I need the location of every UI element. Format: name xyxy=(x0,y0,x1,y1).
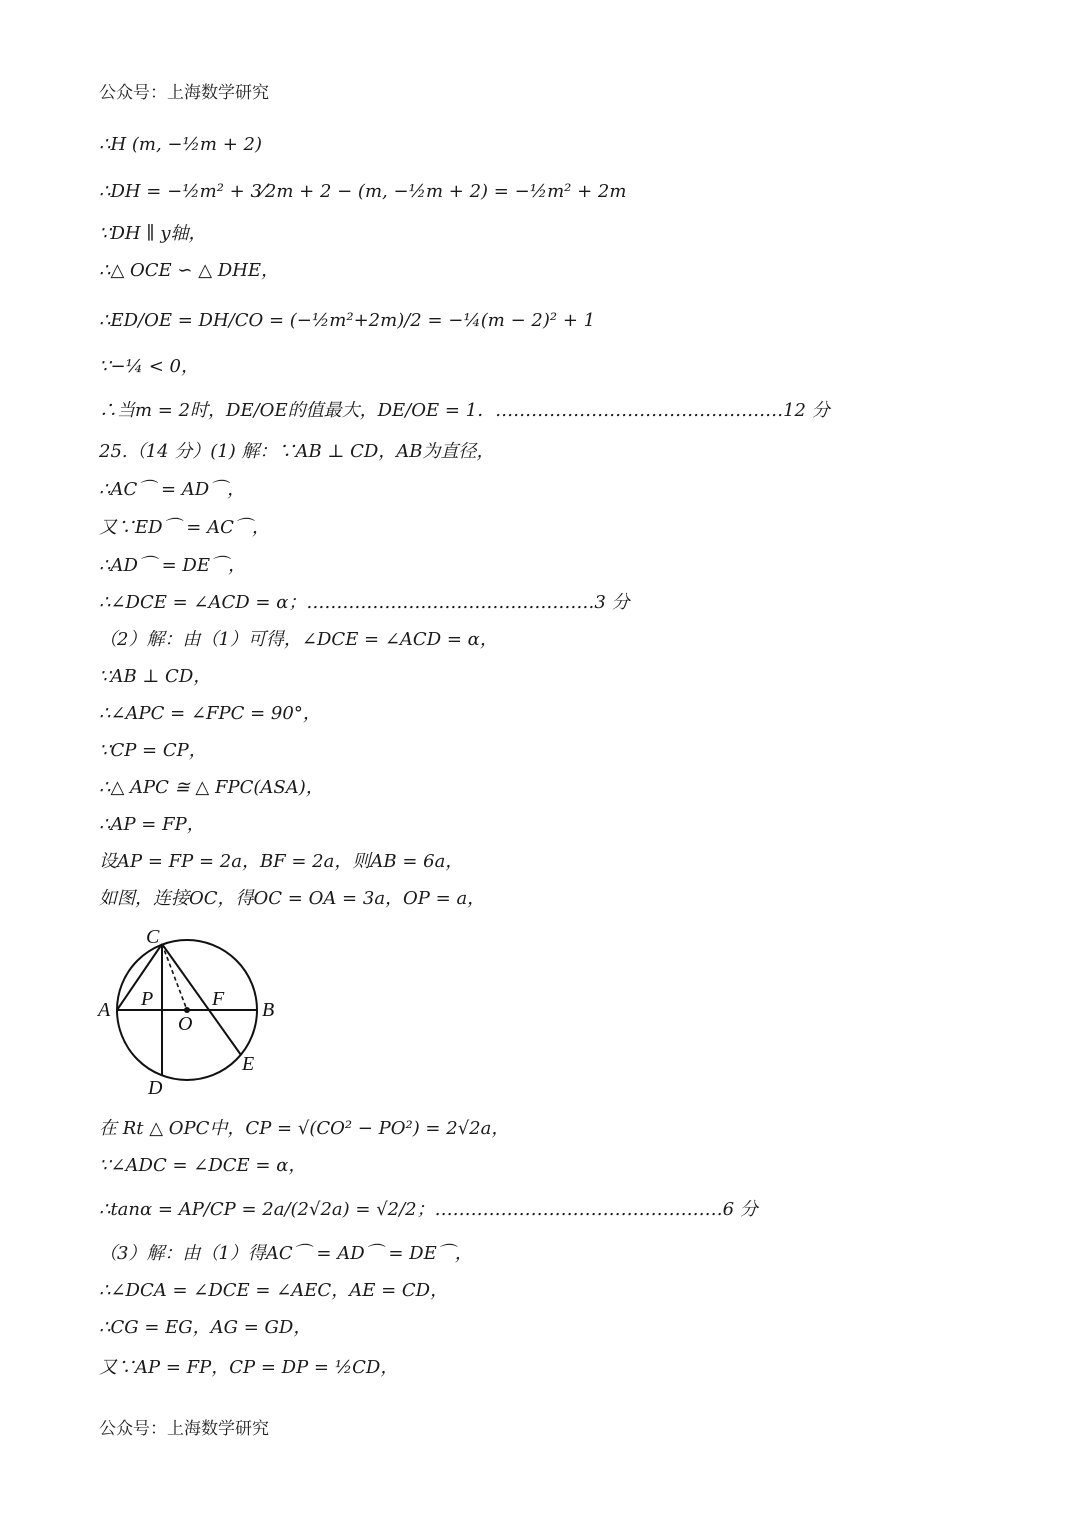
solution-line: ∵∠ADC = ∠DCE = α， xyxy=(99,1155,307,1176)
solution-line: ∴H (m, −½m + 2) xyxy=(99,134,263,155)
solution-line: ∴AD⌒ = DE⌒， xyxy=(99,555,246,576)
page-footer: 公众号：上海数学研究 xyxy=(99,1419,269,1439)
solution-line: 在 Rt △ OPC中，CP = √(CO² − PO²) = 2√2a， xyxy=(99,1118,510,1139)
solution-line: ∴∠DCA = ∠DCE = ∠AEC，AE = CD， xyxy=(99,1280,449,1301)
solution-line: ∴∠APC = ∠FPC = 90°， xyxy=(99,703,321,724)
circle-diagram xyxy=(94,922,294,1102)
solution-line: ∵AB ⊥ CD， xyxy=(99,666,212,687)
solution-line: 25.（14 分）(1) 解：∵AB ⊥ CD，AB为直径， xyxy=(99,441,495,462)
label-d: D xyxy=(148,1077,163,1099)
solution-line: ∴ED/OE = DH/CO = (−½m²+2m)/2 = −¼(m − 2)² + 1 xyxy=(99,310,596,331)
solution-line: ∴AC⌒ = AD⌒， xyxy=(99,479,246,500)
solution-line: 设AP = FP = 2a，BF = 2a，则AB = 6a， xyxy=(99,851,464,872)
solution-line: ∴当m = 2时，DE/OE的值最大，DE/OE = 1．…………………………………………12 分 xyxy=(99,400,830,421)
label-p: P xyxy=(141,988,154,1010)
solution-line: （3）解：由（1）得AC⌒ = AD⌒ = DE⌒， xyxy=(99,1243,473,1264)
solution-line: ∴AP = FP， xyxy=(99,814,205,835)
label-o: O xyxy=(178,1013,193,1035)
page-header: 公众号：上海数学研究 xyxy=(99,83,269,103)
solution-line: （2）解：由（1）可得，∠DCE = ∠ACD = α， xyxy=(99,629,498,650)
solution-line: ∵CP = CP， xyxy=(99,740,207,761)
solution-line: ∴△ APC ≅ △ FPC(ASA)， xyxy=(99,777,324,798)
solution-line: 又∵ED⌒ = AC⌒， xyxy=(99,517,270,538)
label-e: E xyxy=(242,1053,255,1075)
solution-line: ∴tanα = AP/CP = 2a/(2√2a) = √2/2；…………………………………………6 分 xyxy=(99,1199,758,1220)
circle-diagram-svg xyxy=(94,922,294,1102)
solution-line: 如图，连接OC，得OC = OA = 3a，OP = a， xyxy=(99,888,486,909)
segment-oc-dashed xyxy=(162,944,187,1010)
label-f: F xyxy=(212,988,225,1010)
chord-ce xyxy=(162,944,241,1055)
solution-line: ∴∠DCE = ∠ACD = α；…………………………………………3 分 xyxy=(99,592,630,613)
solution-line: ∵−¼ < 0， xyxy=(99,356,199,377)
label-b: B xyxy=(262,999,275,1021)
solution-line: ∵DH ∥ y轴， xyxy=(99,223,207,244)
solution-line: 又∵AP = FP，CP = DP = ½CD， xyxy=(99,1357,399,1378)
solution-line: ∴CG = EG，AG = GD， xyxy=(99,1317,312,1338)
label-c: C xyxy=(146,926,160,948)
label-a: A xyxy=(98,999,111,1021)
chord-ac xyxy=(117,944,162,1010)
solution-line: ∴△ OCE ∽ △ DHE， xyxy=(99,260,280,281)
solution-line: ∴DH = −½m² + 3⁄2m + 2 − (m, −½m + 2) = −½m² + 2m xyxy=(99,181,627,202)
